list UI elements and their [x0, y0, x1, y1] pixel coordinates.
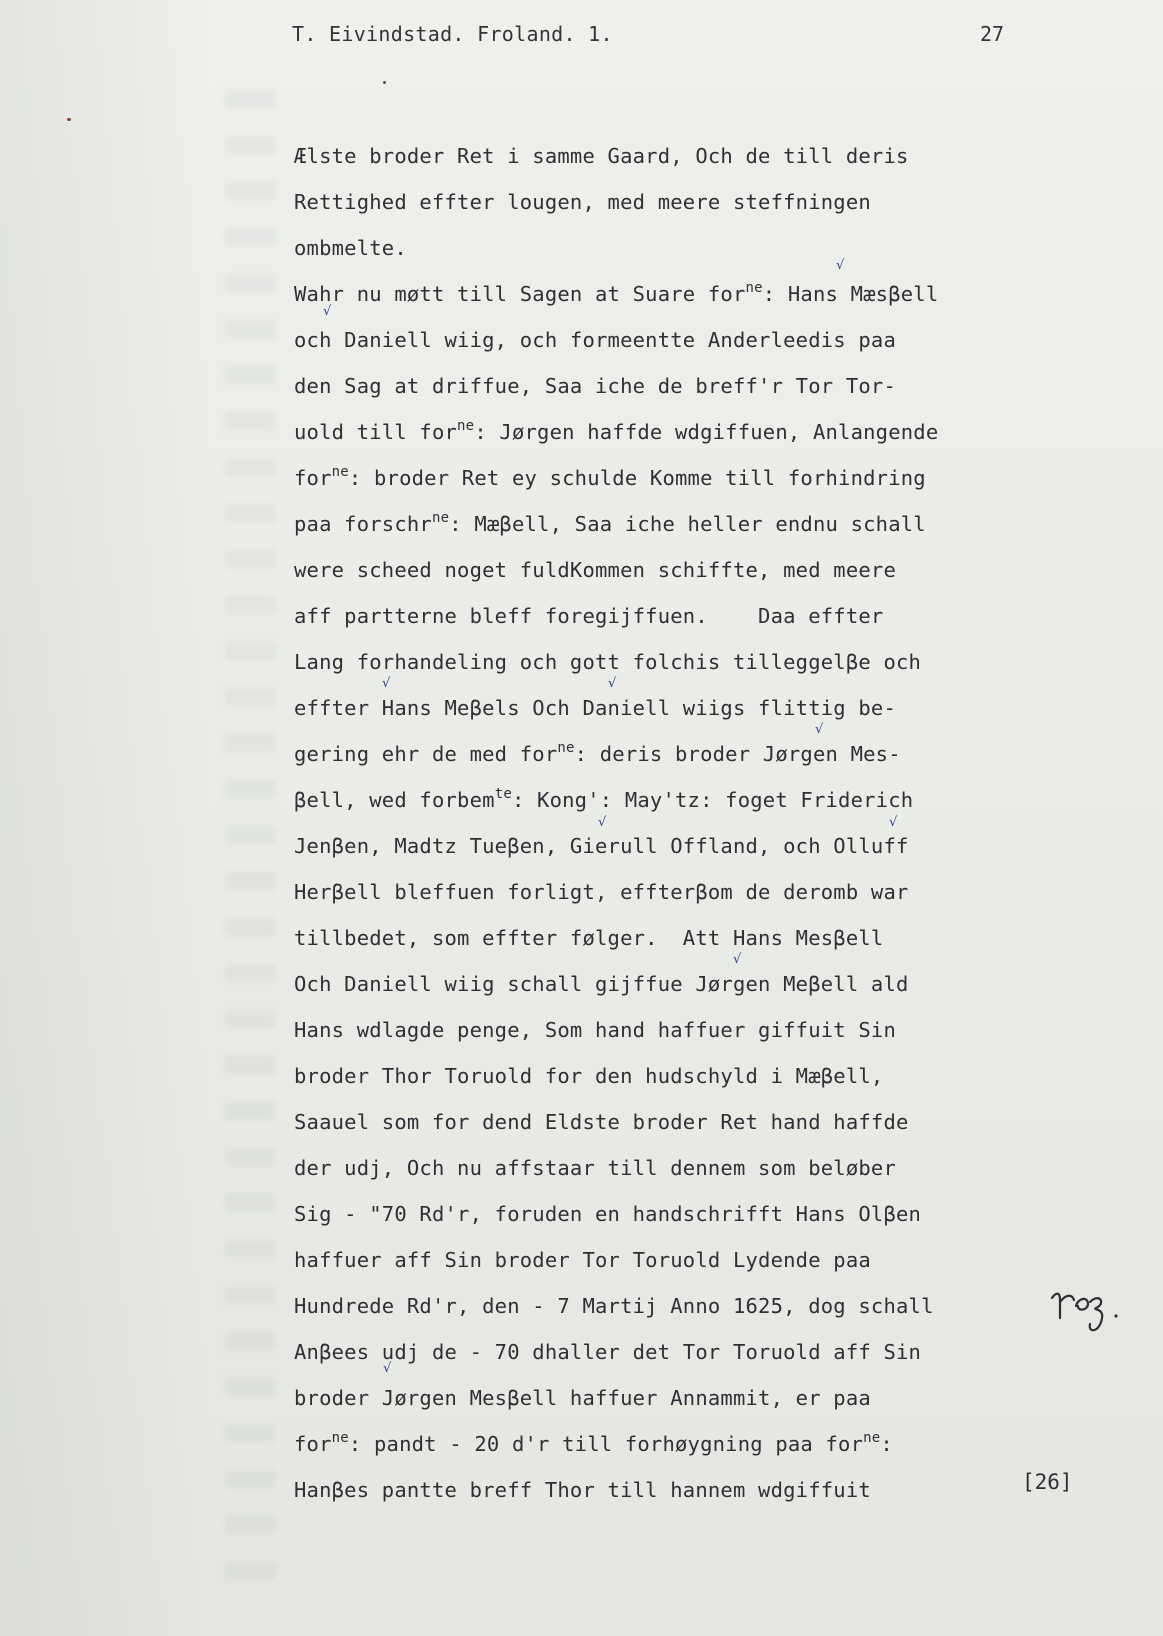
- text-line: [294, 363, 1054, 409]
- text-segment: haffuer aff Sin broder Tor Toruold Lydende paa: [294, 1248, 871, 1272]
- superscript: ne: [745, 280, 763, 296]
- text-segment: Sig - "70 Rd'r, foruden en handschrifft Hans Olβen: [294, 1202, 922, 1226]
- superscript: ne: [863, 1430, 881, 1446]
- ink-speck: [67, 118, 71, 121]
- text-line: [294, 869, 1054, 915]
- page-shadow: [0, 0, 210, 1636]
- text-segment: for: [294, 1432, 332, 1456]
- text-segment: Jenβen, Madtz Tueβen, Gierull Offland, och Olluff: [294, 834, 909, 858]
- text-segment: Hundrede Rd'r, den - 7 Martij Anno 1625, dog schall: [294, 1294, 934, 1318]
- text-segment: uold till for: [294, 420, 458, 444]
- reference-note: [26]: [1022, 1470, 1073, 1494]
- text-segment: were scheed noget fuldKommen schiffte, med meere: [294, 558, 897, 582]
- superscript: te: [494, 786, 512, 802]
- text-segment: den Sag at driffue, Saa iche de breff'r Tor Tor-: [294, 374, 897, 398]
- text-segment: Wahr nu møtt till Sagen at Suare for: [294, 282, 746, 306]
- text-line: [294, 777, 1054, 823]
- check-mark-icon: √: [733, 952, 742, 967]
- check-mark-icon: √: [815, 722, 824, 737]
- text-line: [294, 915, 1054, 961]
- text-segment: Herβell bleffuen forligt, effterβom de deromb war: [294, 880, 909, 904]
- text-segment: Ælste broder Ret i samme Gaard, Och de till deris: [294, 144, 909, 168]
- text-segment: ombmelte.: [294, 236, 407, 260]
- text-segment: for: [294, 466, 332, 490]
- text-line: [294, 409, 1054, 455]
- text-line: [294, 1007, 1054, 1053]
- text-line: [294, 501, 1054, 547]
- superscript: ne: [557, 740, 575, 756]
- superscript: ne: [431, 510, 450, 526]
- page-number: 27: [980, 22, 1005, 46]
- text-line: [294, 1191, 1054, 1237]
- text-segment: broder Jørgen Mesβell haffuer Annammit, er paa: [294, 1386, 871, 1410]
- text-segment: : broder Ret ey schulde Komme till forhindring: [348, 466, 926, 490]
- text-line: [294, 1283, 1054, 1329]
- header-title: T. Eivindstad. Froland. 1.: [292, 22, 613, 46]
- text-line: [294, 961, 1054, 1007]
- text-line: [294, 1099, 1054, 1145]
- check-mark-icon: √: [382, 676, 391, 691]
- check-mark-icon: √: [323, 304, 332, 319]
- text-line: [294, 547, 1054, 593]
- bleed-through: [225, 90, 275, 1590]
- text-segment: broder Thor Toruold for den hudschyld i Mæβell,: [294, 1064, 884, 1088]
- text-segment: Anβees udj de - 70 dhaller det Tor Toruold aff Sin: [294, 1340, 922, 1364]
- text-line: [294, 225, 1054, 271]
- text-line: [294, 823, 1054, 869]
- superscript: ne: [331, 464, 349, 480]
- text-line: [294, 317, 1054, 363]
- text-segment: : Kong': May'tz: foget Friderich: [511, 788, 914, 812]
- text-segment: tillbedet, som effter følger. Att Hans Mesβell: [294, 926, 884, 950]
- text-line: [294, 455, 1054, 501]
- text-segment: : Hans Mæsβell: [762, 282, 939, 306]
- check-mark-icon: √: [889, 815, 898, 830]
- check-mark-icon: √: [608, 676, 617, 691]
- text-segment: paa forschr: [294, 512, 432, 536]
- text-segment: : Jørgen haffde wdgiffuen, Anlangende: [474, 420, 939, 444]
- text-line: [294, 1329, 1054, 1375]
- text-line: [294, 179, 1054, 225]
- text-line: [294, 1237, 1054, 1283]
- handwritten-margin-note: [1048, 1278, 1123, 1338]
- text-line: [294, 1467, 1054, 1513]
- check-mark-icon: √: [836, 258, 845, 273]
- text-segment: och Daniell wiig, och formeentte Anderleedis paa: [294, 328, 897, 352]
- text-line: [294, 1145, 1054, 1191]
- text-line: [294, 1053, 1054, 1099]
- text-line: [294, 271, 1054, 317]
- text-segment: Lang forhandeling och gott folchis tilleggelβe och: [294, 650, 922, 674]
- text-segment: : pandt - 20 d'r till forhøygning paa for: [348, 1432, 864, 1456]
- text-segment: Och Daniell wiig schall gijffue Jørgen Meβell ald: [294, 972, 909, 996]
- text-segment: Rettighed effter lougen, med meere steffningen: [294, 190, 871, 214]
- text-segment: der udj, Och nu affstaar till dennem som beløber: [294, 1156, 897, 1180]
- text-line: [294, 639, 1054, 685]
- check-mark-icon: √: [383, 1361, 392, 1376]
- superscript: ne: [457, 418, 475, 434]
- text-segment: βell, wed forbem: [294, 788, 495, 812]
- text-segment: :: [880, 1432, 893, 1456]
- text-segment: aff partterne bleff foregijffuen. Daa effter: [294, 604, 884, 628]
- text-line: [294, 1375, 1054, 1421]
- text-segment: : Mæβell, Saa iche heller endnu schall: [449, 512, 926, 536]
- ink-speck: [383, 81, 386, 84]
- text-segment: Saauel som for dend Eldste broder Ret hand haffde: [294, 1110, 909, 1134]
- text-segment: Hanβes pantte breff Thor till hannem wdgiffuit: [294, 1478, 871, 1502]
- text-segment: gering ehr de med for: [294, 742, 558, 766]
- text-segment: Hans wdlagde penge, Som hand haffuer giffuit Sin: [294, 1018, 897, 1042]
- body-text: [294, 133, 1054, 1513]
- text-line: [294, 731, 1054, 777]
- superscript: ne: [331, 1430, 349, 1446]
- text-segment: : deris broder Jørgen Mes-: [574, 742, 901, 766]
- text-line: [294, 133, 1054, 179]
- check-mark-icon: √: [598, 815, 607, 830]
- text-line: [294, 1421, 1054, 1467]
- text-line: [294, 685, 1054, 731]
- text-line: [294, 593, 1054, 639]
- text-segment: effter Hans Meβels Och Daniell wiigs flittig be-: [294, 696, 897, 720]
